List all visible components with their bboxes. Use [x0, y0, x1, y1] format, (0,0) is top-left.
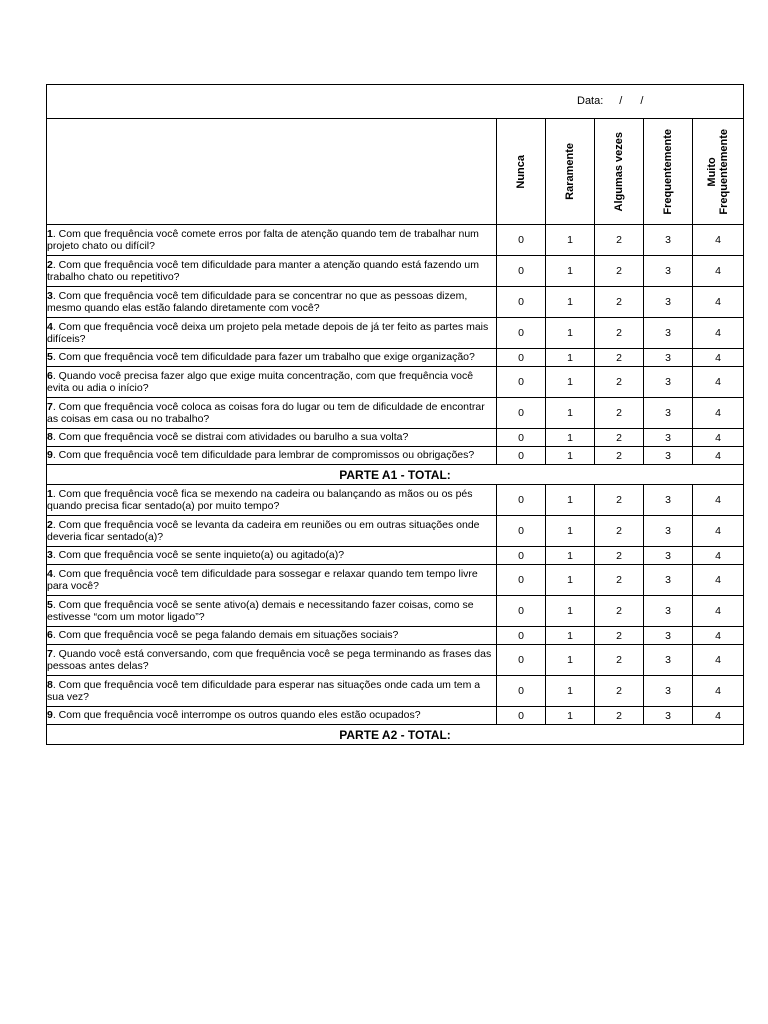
- question-number: 6: [47, 629, 53, 642]
- score-option-1[interactable]: 1: [546, 627, 595, 645]
- score-option-2[interactable]: 2: [595, 676, 644, 707]
- date-row: [47, 85, 744, 119]
- question-number: 4: [47, 320, 53, 333]
- score-option-1[interactable]: 1: [546, 485, 595, 516]
- question-number: 8: [47, 678, 53, 691]
- score-option-2[interactable]: 2: [595, 645, 644, 676]
- score-option-4[interactable]: 4: [693, 707, 744, 725]
- question-row: [47, 287, 744, 318]
- question-text-cell: [47, 225, 497, 256]
- score-option-3[interactable]: 3: [644, 398, 693, 429]
- score-option-0[interactable]: 0: [497, 707, 546, 725]
- score-option-3[interactable]: 3: [644, 287, 693, 318]
- question-text: . Com que frequência você tem dificuldade para manter a atenção quando está fazendo um trabalho chato ou repetitivo?: [47, 258, 479, 283]
- score-option-3[interactable]: 3: [644, 565, 693, 596]
- score-option-2[interactable]: 2: [595, 707, 644, 725]
- score-option-3[interactable]: 3: [644, 485, 693, 516]
- question-row: [47, 547, 744, 565]
- part-a1-total-row: [47, 465, 744, 485]
- question-text-cell: [47, 256, 497, 287]
- score-option-1[interactable]: 1: [546, 516, 595, 547]
- question-row: [47, 398, 744, 429]
- score-option-4[interactable]: 4: [693, 349, 744, 367]
- score-option-0[interactable]: 0: [497, 256, 546, 287]
- score-option-3[interactable]: 3: [644, 596, 693, 627]
- scale-header-muito-frequentemente: Muito Frequentemente: [706, 128, 731, 215]
- score-option-1[interactable]: 1: [546, 547, 595, 565]
- question-number: 5: [47, 351, 53, 364]
- question-text: . Com que frequência você fica se mexendo na cadeira ou balançando as mãos ou os pés quando precisa ficar sentado(a) por muito tempo?: [47, 487, 473, 512]
- question-row: [47, 707, 744, 725]
- score-option-2[interactable]: 2: [595, 398, 644, 429]
- question-row: [47, 318, 744, 349]
- question-number: 9: [47, 709, 53, 722]
- score-option-4[interactable]: 4: [693, 596, 744, 627]
- date-label: Data:: [577, 95, 604, 107]
- score-option-3[interactable]: 3: [644, 547, 693, 565]
- score-option-0[interactable]: 0: [497, 676, 546, 707]
- score-option-0[interactable]: 0: [497, 645, 546, 676]
- question-row: [47, 225, 744, 256]
- score-option-2[interactable]: 2: [595, 367, 644, 398]
- question-text: . Com que frequência você se levanta da cadeira em reuniões ou em outras situações onde deveria ficar sentado(a)?: [47, 518, 480, 543]
- score-option-2[interactable]: 2: [595, 547, 644, 565]
- question-row: [47, 627, 744, 645]
- question-number: 1: [47, 227, 53, 240]
- score-option-4[interactable]: 4: [693, 429, 744, 447]
- score-option-3[interactable]: 3: [644, 367, 693, 398]
- score-option-3[interactable]: 3: [644, 627, 693, 645]
- score-option-3[interactable]: 3: [644, 516, 693, 547]
- question-number: 3: [47, 549, 53, 562]
- score-option-2[interactable]: 2: [595, 627, 644, 645]
- part-a1-total-label: PARTE A1 - TOTAL:: [47, 465, 744, 485]
- score-option-1[interactable]: 1: [546, 676, 595, 707]
- question-text-cell: [47, 676, 497, 707]
- score-option-3[interactable]: 3: [644, 645, 693, 676]
- questionnaire-table: [46, 84, 744, 745]
- question-text: . Quando você precisa fazer algo que exige muita concentração, com que frequência você evita ou adia o início?: [47, 369, 474, 394]
- score-option-4[interactable]: 4: [693, 256, 744, 287]
- score-option-3[interactable]: 3: [644, 225, 693, 256]
- scale-header-row: [47, 119, 744, 225]
- part-a2-total-label: PARTE A2 - TOTAL:: [47, 725, 744, 745]
- question-text: . Com que frequência você coloca as coisas fora do lugar ou tem de dificuldade de encontrar as coisas em casa ou no trabalho?: [47, 400, 485, 425]
- question-text-cell: [47, 547, 497, 565]
- score-option-0[interactable]: 0: [497, 349, 546, 367]
- question-text: . Com que frequência você tem dificuldade para se concentrar no que as pessoas dizem, mesmo quando elas estão falando diretamente com você?: [47, 289, 468, 314]
- question-number: 4: [47, 567, 53, 580]
- question-text-cell: [47, 349, 497, 367]
- scale-header-frequentemente: Frequentemente: [662, 128, 674, 215]
- question-row: [47, 256, 744, 287]
- question-number: 6: [47, 369, 53, 382]
- score-option-0[interactable]: 0: [497, 547, 546, 565]
- score-option-4[interactable]: 4: [693, 225, 744, 256]
- score-option-4[interactable]: 4: [693, 565, 744, 596]
- question-text: . Com que frequência você se pega falando demais em situações sociais?: [52, 629, 399, 642]
- question-text: . Com que frequência você se distrai com atividades ou barulho a sua volta?: [52, 431, 409, 444]
- question-text: . Quando você está conversando, com que frequência você se pega terminando as frases das pessoas antes delas?: [47, 647, 492, 672]
- question-text-cell: [47, 596, 497, 627]
- score-option-2[interactable]: 2: [595, 565, 644, 596]
- score-option-0[interactable]: 0: [497, 429, 546, 447]
- question-text-cell: [47, 429, 497, 447]
- score-option-1[interactable]: 1: [546, 287, 595, 318]
- date-sep-2: /: [640, 95, 644, 107]
- scale-header-algumas-vezes: Algumas vezes: [613, 131, 625, 212]
- score-option-1[interactable]: 1: [546, 565, 595, 596]
- score-option-1[interactable]: 1: [546, 429, 595, 447]
- score-option-0[interactable]: 0: [497, 447, 546, 465]
- score-option-2[interactable]: 2: [595, 447, 644, 465]
- score-option-3[interactable]: 3: [644, 318, 693, 349]
- score-option-2[interactable]: 2: [595, 516, 644, 547]
- score-option-2[interactable]: 2: [595, 429, 644, 447]
- score-option-3[interactable]: 3: [644, 447, 693, 465]
- score-option-2[interactable]: 2: [595, 225, 644, 256]
- question-text: . Com que frequência você tem dificuldade para lembrar de compromissos ou obrigações?: [52, 449, 475, 462]
- question-number: 5: [47, 598, 53, 611]
- score-option-0[interactable]: 0: [497, 318, 546, 349]
- score-option-1[interactable]: 1: [546, 318, 595, 349]
- score-option-4[interactable]: 4: [693, 398, 744, 429]
- score-option-1[interactable]: 1: [546, 256, 595, 287]
- question-text-cell: [47, 627, 497, 645]
- question-row: [47, 367, 744, 398]
- score-option-2[interactable]: 2: [595, 256, 644, 287]
- score-option-0[interactable]: 0: [497, 516, 546, 547]
- score-option-0[interactable]: 0: [497, 398, 546, 429]
- score-option-3[interactable]: 3: [644, 256, 693, 287]
- question-text-cell: [47, 287, 497, 318]
- question-number: 8: [47, 431, 53, 444]
- question-number: 1: [47, 487, 53, 500]
- question-text: . Com que frequência você comete erros por falta de atenção quando tem de trabalhar num projeto chato ou difícil?: [47, 227, 479, 252]
- question-row: [47, 516, 744, 547]
- question-number: 3: [47, 289, 53, 302]
- score-option-4[interactable]: 4: [693, 367, 744, 398]
- score-option-4[interactable]: 4: [693, 645, 744, 676]
- question-text: . Com que frequência você tem dificuldade para esperar nas situações onde cada um tem a sua vez?: [47, 678, 481, 703]
- score-option-3[interactable]: 3: [644, 676, 693, 707]
- score-option-4[interactable]: 4: [693, 627, 744, 645]
- question-number: 7: [47, 647, 53, 660]
- part-a2-total-row: [47, 725, 744, 745]
- score-option-4[interactable]: 4: [693, 447, 744, 465]
- score-option-0[interactable]: 0: [497, 287, 546, 318]
- question-text: . Com que frequência você se sente inquieto(a) ou agitado(a)?: [52, 549, 345, 562]
- score-option-1[interactable]: 1: [546, 707, 595, 725]
- question-text: . Com que frequência você tem dificuldade para fazer um trabalho que exige organização?: [52, 351, 475, 364]
- question-text-cell: [47, 645, 497, 676]
- score-option-0[interactable]: 0: [497, 627, 546, 645]
- score-option-1[interactable]: 1: [546, 398, 595, 429]
- score-option-1[interactable]: 1: [546, 349, 595, 367]
- date-field: [577, 95, 643, 107]
- question-number: 7: [47, 400, 53, 413]
- question-text-cell: [47, 516, 497, 547]
- question-row: [47, 429, 744, 447]
- question-row: [47, 349, 744, 367]
- scale-header-nunca: Nunca: [515, 154, 527, 189]
- question-row: [47, 447, 744, 465]
- question-text: . Com que frequência você interrompe os outros quando eles estão ocupados?: [52, 709, 421, 722]
- score-option-0[interactable]: 0: [497, 485, 546, 516]
- score-option-0[interactable]: 0: [497, 367, 546, 398]
- score-option-2[interactable]: 2: [595, 596, 644, 627]
- score-option-2[interactable]: 2: [595, 287, 644, 318]
- score-option-0[interactable]: 0: [497, 596, 546, 627]
- score-option-4[interactable]: 4: [693, 485, 744, 516]
- score-option-1[interactable]: 1: [546, 447, 595, 465]
- question-number: 9: [47, 449, 53, 462]
- question-row: [47, 645, 744, 676]
- question-row: [47, 485, 744, 516]
- scale-header-raramente: Raramente: [564, 143, 576, 200]
- score-option-1[interactable]: 1: [546, 645, 595, 676]
- question-row: [47, 596, 744, 627]
- score-option-0[interactable]: 0: [497, 225, 546, 256]
- question-text-cell: [47, 707, 497, 725]
- score-option-2[interactable]: 2: [595, 485, 644, 516]
- score-option-3[interactable]: 3: [644, 429, 693, 447]
- question-text-cell: [47, 318, 497, 349]
- question-row: [47, 676, 744, 707]
- score-option-4[interactable]: 4: [693, 547, 744, 565]
- header-blank-cell: [47, 119, 497, 225]
- score-option-3[interactable]: 3: [644, 707, 693, 725]
- question-text-cell: [47, 447, 497, 465]
- score-option-4[interactable]: 4: [693, 676, 744, 707]
- score-option-3[interactable]: 3: [644, 349, 693, 367]
- question-text: . Com que frequência você tem dificuldade para sossegar e relaxar quando tem tempo livre para você?: [47, 567, 478, 592]
- score-option-2[interactable]: 2: [595, 349, 644, 367]
- question-number: 2: [47, 518, 53, 531]
- score-option-2[interactable]: 2: [595, 318, 644, 349]
- question-text-cell: [47, 367, 497, 398]
- score-option-0[interactable]: 0: [497, 565, 546, 596]
- score-option-1[interactable]: 1: [546, 596, 595, 627]
- score-option-1[interactable]: 1: [546, 367, 595, 398]
- score-option-1[interactable]: 1: [546, 225, 595, 256]
- score-option-4[interactable]: 4: [693, 516, 744, 547]
- score-option-4[interactable]: 4: [693, 287, 744, 318]
- question-text-cell: [47, 398, 497, 429]
- question-text: . Com que frequência você deixa um projeto pela metade depois de já ter feito as partes mais difíceis?: [47, 320, 489, 345]
- question-row: [47, 565, 744, 596]
- score-option-4[interactable]: 4: [693, 318, 744, 349]
- date-sep-1: /: [619, 95, 623, 107]
- question-number: 2: [47, 258, 53, 271]
- question-text-cell: [47, 485, 497, 516]
- question-text: . Com que frequência você se sente ativo(a) demais e necessitando fazer coisas, como se estivesse “com um motor ligado”?: [47, 598, 474, 623]
- question-text-cell: [47, 565, 497, 596]
